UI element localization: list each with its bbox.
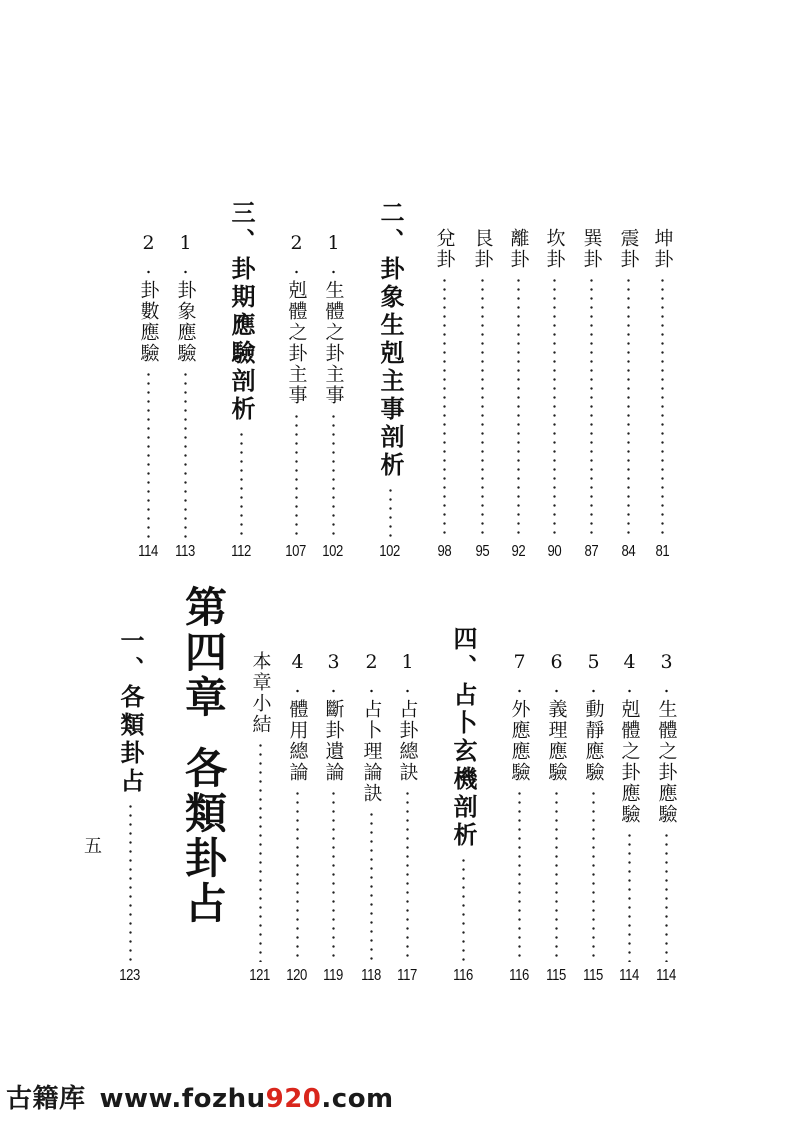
toc-entry-li[interactable] (503, 228, 533, 562)
toc-entry-label: 坤卦 (651, 228, 674, 270)
toc-section-4[interactable] (446, 626, 480, 986)
toc-chapter-entry[interactable] (113, 628, 147, 986)
toc-entry-label: 2.占卜理論訣 (360, 651, 383, 804)
toc-page-number: 102 (379, 543, 401, 560)
toc-page-number: 92 (511, 543, 525, 560)
toc-section-2[interactable] (373, 200, 407, 562)
toc-section-label: 四、占卜玄機剖析 (449, 626, 478, 850)
toc-entry-dui[interactable] (429, 228, 459, 562)
toc-entry-3-2[interactable] (133, 232, 163, 562)
leader-dots (295, 412, 298, 538)
leader-dots (555, 789, 558, 962)
toc-entry-1-4[interactable] (614, 651, 644, 986)
toc-page-number: 84 (621, 543, 635, 560)
toc-section-label: 一、各類卦占 (116, 628, 145, 796)
toc-entry-2-1[interactable] (318, 232, 348, 562)
leader-dots (628, 831, 631, 962)
leader-dots (553, 276, 556, 538)
toc-section-label: 三、卦期應驗剖析 (227, 200, 256, 424)
chapter-number: 第四章 (179, 585, 228, 720)
toc-entry-label: 4.剋體之卦應驗 (618, 651, 641, 825)
toc-entry-label: 3.斷卦遺論 (322, 651, 345, 783)
toc-entry-2-2[interactable] (281, 232, 311, 562)
leader-dots (518, 789, 521, 962)
toc-entry-gen[interactable] (467, 228, 497, 562)
toc-entry-label: 坎卦 (543, 228, 566, 270)
watermark-url-prefix: www.fozhu (99, 1084, 266, 1114)
toc-page-number: 115 (546, 967, 566, 984)
watermark-brand: 古籍库 (6, 1084, 86, 1114)
leader-dots (370, 810, 373, 962)
toc-entry-4-4[interactable] (282, 651, 312, 986)
toc-page-number: 102 (322, 543, 344, 560)
toc-entry-kan[interactable] (539, 228, 569, 562)
leader-dots (184, 370, 187, 538)
toc-page-number: 95 (475, 543, 489, 560)
toc-entry-1-7[interactable] (504, 651, 534, 986)
leader-dots (406, 789, 409, 962)
toc-entry-1-5[interactable] (578, 651, 608, 986)
watermark-url-suffix: .com (321, 1084, 394, 1114)
toc-entry-label: 巽卦 (580, 228, 603, 270)
leader-dots (240, 430, 243, 538)
toc-entry-label: 本章小結 (249, 651, 272, 735)
toc-page-number: 116 (509, 967, 529, 984)
toc-page-number: 90 (547, 543, 561, 560)
toc-entry-label: 7.外應應驗 (508, 651, 531, 783)
toc-entry-kun[interactable] (647, 228, 677, 562)
toc-entry-xun[interactable] (576, 228, 606, 562)
toc-page-number: 112 (231, 543, 251, 560)
leader-dots (665, 831, 668, 962)
toc-page-number: 87 (584, 543, 598, 560)
toc-section-label: 二、卦象生剋主事剖析 (376, 200, 405, 480)
toc-page-number: 118 (361, 967, 381, 984)
toc-entry-4-3[interactable] (318, 651, 348, 986)
leader-dots (389, 486, 392, 538)
toc-section-3[interactable] (224, 200, 258, 562)
toc-page-number: 114 (656, 967, 676, 984)
toc-entry-label: 2.卦數應驗 (137, 232, 160, 364)
toc-page-number: 81 (655, 543, 669, 560)
toc-page-number: 119 (323, 967, 343, 984)
leader-dots (590, 276, 593, 538)
toc-entry-1-6[interactable] (541, 651, 571, 986)
leader-dots (627, 276, 630, 538)
leader-dots (661, 276, 664, 538)
chapter-heading (168, 585, 228, 926)
toc-page-number: 120 (286, 967, 308, 984)
toc-entry-label: 2.剋體之卦主事 (285, 232, 308, 406)
chapter-title: 各類卦占 (179, 746, 228, 926)
toc-entry-3-1[interactable] (170, 232, 200, 562)
toc-entry-4-2[interactable] (356, 651, 386, 986)
toc-entry-label: 4.體用總論 (286, 651, 309, 783)
toc-entry-label: 1.占卦總訣 (396, 651, 419, 783)
toc-page-number: 114 (138, 543, 158, 560)
toc-entry-label: 1.卦象應驗 (174, 232, 197, 364)
watermark-url (100, 1084, 394, 1114)
toc-page-number: 121 (249, 967, 271, 984)
leader-dots (443, 276, 446, 538)
toc-page-number: 117 (397, 967, 417, 984)
toc-page-number: 98 (437, 543, 451, 560)
toc-entry-summary[interactable] (245, 651, 275, 986)
toc-entry-label: 震卦 (617, 228, 640, 270)
site-watermark (6, 1078, 394, 1115)
toc-page-number: 116 (453, 967, 473, 984)
leader-dots (462, 856, 465, 962)
page-folio: 五 (84, 836, 102, 857)
toc-page-number: 115 (583, 967, 603, 984)
leader-dots (332, 789, 335, 962)
toc-page-number: 107 (285, 543, 307, 560)
toc-entry-label: 離卦 (507, 228, 530, 270)
leader-dots (259, 741, 262, 962)
leader-dots (129, 802, 132, 962)
watermark-url-number: 920 (265, 1084, 322, 1114)
toc-entry-1-3[interactable] (651, 651, 681, 986)
toc-entry-zhen[interactable] (613, 228, 643, 562)
toc-page-number: 123 (119, 967, 141, 984)
toc-entry-label: 1.生體之卦主事 (322, 232, 345, 406)
leader-dots (296, 789, 299, 962)
leader-dots (147, 370, 150, 538)
leader-dots (517, 276, 520, 538)
toc-entry-label: 艮卦 (471, 228, 494, 270)
leader-dots (481, 276, 484, 538)
toc-entry-label: 3.生體之卦應驗 (655, 651, 678, 825)
toc-entry-label: 6.義理應驗 (545, 651, 568, 783)
toc-page-number: 114 (619, 967, 639, 984)
toc-entry-4-1[interactable] (392, 651, 422, 986)
leader-dots (592, 789, 595, 962)
toc-entry-label: 兌卦 (433, 228, 456, 270)
toc-entry-label: 5.動靜應驗 (582, 651, 605, 783)
leader-dots (332, 412, 335, 538)
toc-page-number: 113 (175, 543, 195, 560)
